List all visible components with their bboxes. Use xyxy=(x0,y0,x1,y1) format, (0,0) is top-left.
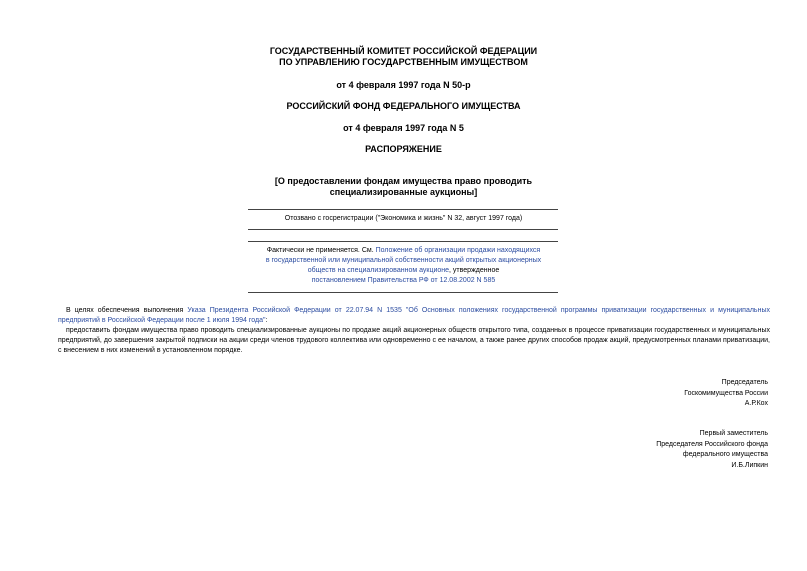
divider xyxy=(248,241,558,242)
document-title-line-2: специализированные аукционы] xyxy=(329,187,478,197)
regulation-link[interactable]: Положение об организации продажи находящихся xyxy=(375,247,541,254)
signatory-organization: Госкомимущества России xyxy=(684,389,768,397)
signatory-name: И.Б.Липкин xyxy=(731,461,768,469)
status-note-prefix: Фактически не применяется. См. xyxy=(266,247,376,254)
government-decree-link[interactable]: постановлением Правительства РФ от 12.08.2002 N 585 xyxy=(311,277,496,284)
preamble-text: В целях обеспечения выполнения xyxy=(66,307,188,314)
signatory-organization: федерального имущества xyxy=(682,451,768,458)
signatory-position: Председатель xyxy=(721,379,768,386)
preamble-colon: : xyxy=(265,316,268,324)
signature-block-1 xyxy=(684,378,768,410)
operative-paragraph: предоставить фондам имущества право проводить специализированные аукционы по продаже акций акционерных обществ открытого типа, созданных в процессе приватизации государственных и муниципальных предприятий, до завершения закрытой подписки на акции среди членов трудового коллектива или одновременно с ее началом, а также ранее других способов продаж акций, предусмотренных планами приватизации, с внесением в них изменений в установленном порядке. xyxy=(58,327,770,354)
issuer-line-2: ПО УПРАВЛЕНИЮ ГОСУДАРСТВЕННЫМ ИМУЩЕСТВОМ xyxy=(279,57,528,67)
divider xyxy=(248,229,558,230)
signatory-organization: Председателя Российского фонда xyxy=(656,440,768,448)
co-issuer-date-number: от 4 февраля 1997 года N 5 xyxy=(343,123,464,133)
regulation-link[interactable]: в государственной или муниципальной собственности акций открытых акционерных xyxy=(265,257,542,264)
preamble-paragraph xyxy=(58,306,770,326)
status-note-line-3 xyxy=(0,266,807,275)
status-note-line-1 xyxy=(0,246,807,255)
status-note-line-2 xyxy=(0,256,807,265)
document-type: РАСПОРЯЖЕНИЕ xyxy=(365,144,442,154)
issuer-line-1: ГОСУДАРСТВЕННЫЙ КОМИТЕТ РОССИЙСКОЙ ФЕДЕРАЦИИ xyxy=(269,46,538,56)
issuer-date-number: от 4 февраля 1997 года N 50-р xyxy=(336,80,471,90)
status-note-line-4 xyxy=(0,276,807,285)
divider xyxy=(248,292,558,293)
divider xyxy=(248,209,558,210)
signature-block-2 xyxy=(656,429,768,471)
signatory-name: А.Р.Кох xyxy=(744,400,768,407)
signatory-position: Первый заместитель xyxy=(699,430,768,437)
presidential-decree-link[interactable]: Указа Президента Российской Федерации от 22.07.94 N 1535 "Об Основных положениях государственной программы приватизации государственных и муниципальных предприятий в Российской Федерации после 1 июля 1994 года" xyxy=(58,307,770,324)
document-title-line-1: [О предоставлении фондам имущества право проводить xyxy=(274,176,533,186)
co-issuer: РОССИЙСКИЙ ФОНД ФЕДЕРАЛЬНОГО ИМУЩЕСТВА xyxy=(286,101,521,111)
regulation-link[interactable]: обществ на специализированном аукционе xyxy=(307,267,450,274)
status-note-mid: , утвержденное xyxy=(449,267,500,274)
revoked-note: Отозвано с госрегистрации ("Экономика и жизнь" N 32, август 1997 года) xyxy=(284,215,523,222)
